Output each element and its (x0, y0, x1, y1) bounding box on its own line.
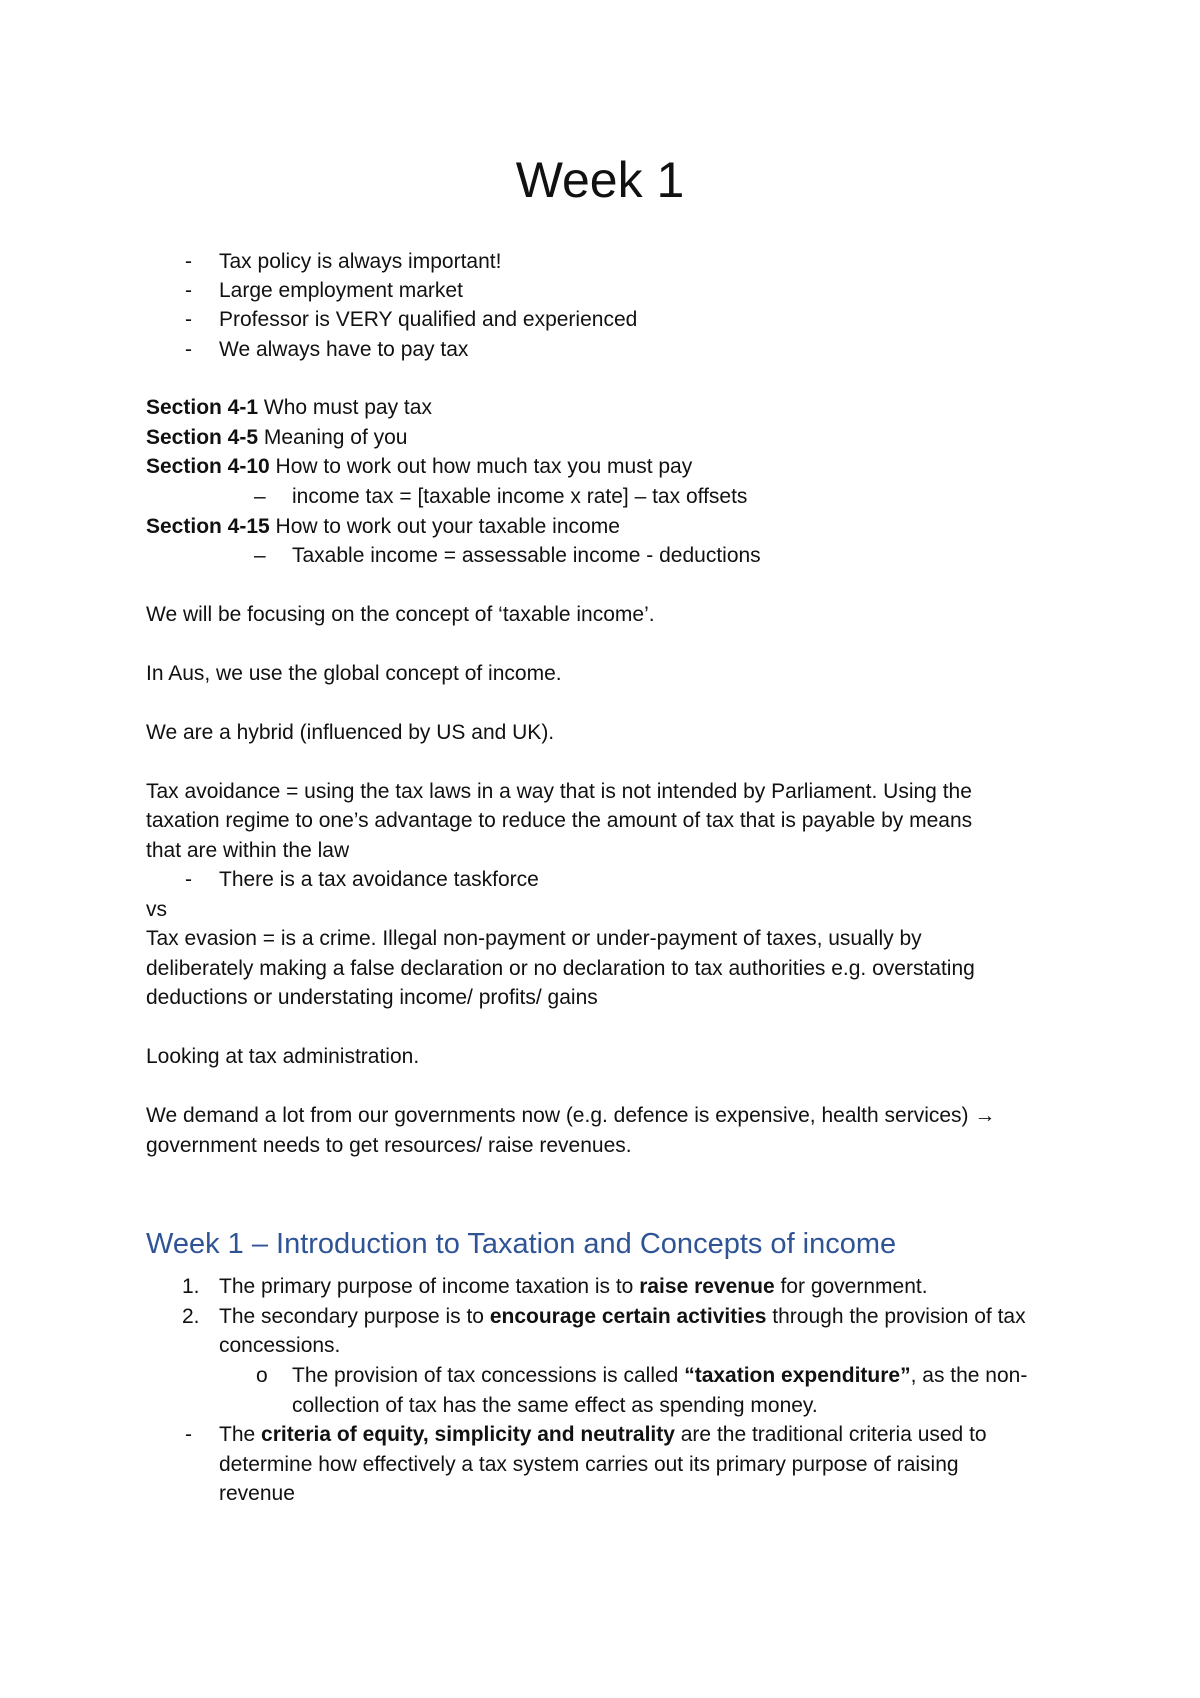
section-line (146, 512, 620, 542)
item-continuation: revenue (219, 1482, 295, 1505)
endash-bullet: – (254, 544, 266, 567)
circle-bullet: o (256, 1364, 268, 1387)
item-emphasis: raise revenue (639, 1275, 775, 1298)
list-number: 2. (182, 1305, 200, 1328)
endash-bullet: – (254, 485, 266, 508)
item-text: The provision of tax concessions is called (292, 1364, 685, 1387)
section-label: Section 4-10 (146, 455, 270, 478)
paragraph-line: We demand a lot from our governments now (e.g. defence is expensive, health services) → (146, 1104, 996, 1127)
section-line (146, 393, 432, 423)
section-label: Section 4-15 (146, 515, 270, 538)
dash-bullet: - (185, 308, 192, 331)
section-text: How to work out your taxable income (269, 515, 620, 538)
item-text: , as the non- (910, 1364, 1028, 1387)
dash-bullet: - (185, 250, 192, 273)
item-text: The secondary purpose is to (219, 1305, 490, 1328)
item-text: through the provision of tax (766, 1305, 1026, 1328)
item-emphasis: criteria of equity, simplicity and neutrality (261, 1423, 675, 1446)
paragraph-line: that are within the law (146, 839, 350, 862)
paragraph-line: Tax avoidance = using the tax laws in a way that is not intended by Parliament. Using the (146, 780, 972, 803)
section-line (146, 452, 692, 482)
paragraph: We will be focusing on the concept of ‘taxable income’. (146, 603, 655, 626)
paragraph-line: government needs to get resources/ raise revenues. (146, 1134, 632, 1157)
list-item: We always have to pay tax (219, 338, 469, 361)
item-text: are the traditional criteria used to (674, 1423, 987, 1446)
section-text: Who must pay tax (258, 396, 432, 419)
item-continuation: concessions. (219, 1334, 341, 1357)
list-item: Tax policy is always important! (219, 250, 502, 273)
item-text: for government. (774, 1275, 928, 1298)
numbered-item (219, 1302, 1026, 1332)
item-emphasis: encourage certain activities (489, 1305, 767, 1328)
paragraph-line: vs (146, 898, 167, 921)
item-continuation: collection of tax has the same effect as spending money. (292, 1394, 818, 1417)
section-line (146, 423, 407, 453)
formula-line: Taxable income = assessable income - deductions (292, 544, 761, 567)
list-number: 1. (182, 1275, 200, 1298)
item-emphasis: “taxation expenditure” (684, 1364, 911, 1387)
dash-bullet: - (185, 338, 192, 361)
page-title: Week 1 (515, 152, 685, 208)
paragraph: We are a hybrid (influenced by US and UK). (146, 721, 555, 744)
section-label: Section 4-1 (146, 396, 259, 419)
paragraph-line: Tax evasion = is a crime. Illegal non-payment or under-payment of taxes, usually by (146, 927, 922, 950)
paragraph: In Aus, we use the global concept of income. (146, 662, 562, 685)
paragraph-line: taxation regime to one’s advantage to reduce the amount of tax that is payable by means (146, 809, 973, 832)
section-text: How to work out how much tax you must pay (269, 455, 693, 478)
paragraph-line: deductions or understating income/ profits/ gains (146, 986, 598, 1009)
section-heading: Week 1 – Introduction to Taxation and Concepts of income (146, 1228, 897, 1260)
paragraph: Looking at tax administration. (146, 1045, 420, 1068)
list-item: Professor is VERY qualified and experienced (219, 308, 638, 331)
list-item: There is a tax avoidance taskforce (219, 868, 539, 891)
formula-line: income tax = [taxable income x rate] – tax offsets (292, 485, 748, 508)
paragraph-line: deliberately making a false declaration or no declaration to tax authorities e.g. overstating (146, 957, 975, 980)
sub-item (292, 1361, 1027, 1391)
dash-bullet: - (185, 868, 192, 891)
section-label: Section 4-5 (146, 426, 259, 449)
dash-bullet: - (185, 1423, 192, 1446)
list-item (219, 1420, 987, 1450)
item-text: The primary purpose of income taxation is to (219, 1275, 640, 1298)
item-continuation: determine how effectively a tax system carries out its primary purpose of raising (219, 1453, 959, 1476)
section-text: Meaning of you (258, 426, 408, 449)
item-text: The (219, 1423, 262, 1446)
list-item: Large employment market (219, 279, 463, 302)
dash-bullet: - (185, 279, 192, 302)
numbered-item (219, 1272, 928, 1302)
